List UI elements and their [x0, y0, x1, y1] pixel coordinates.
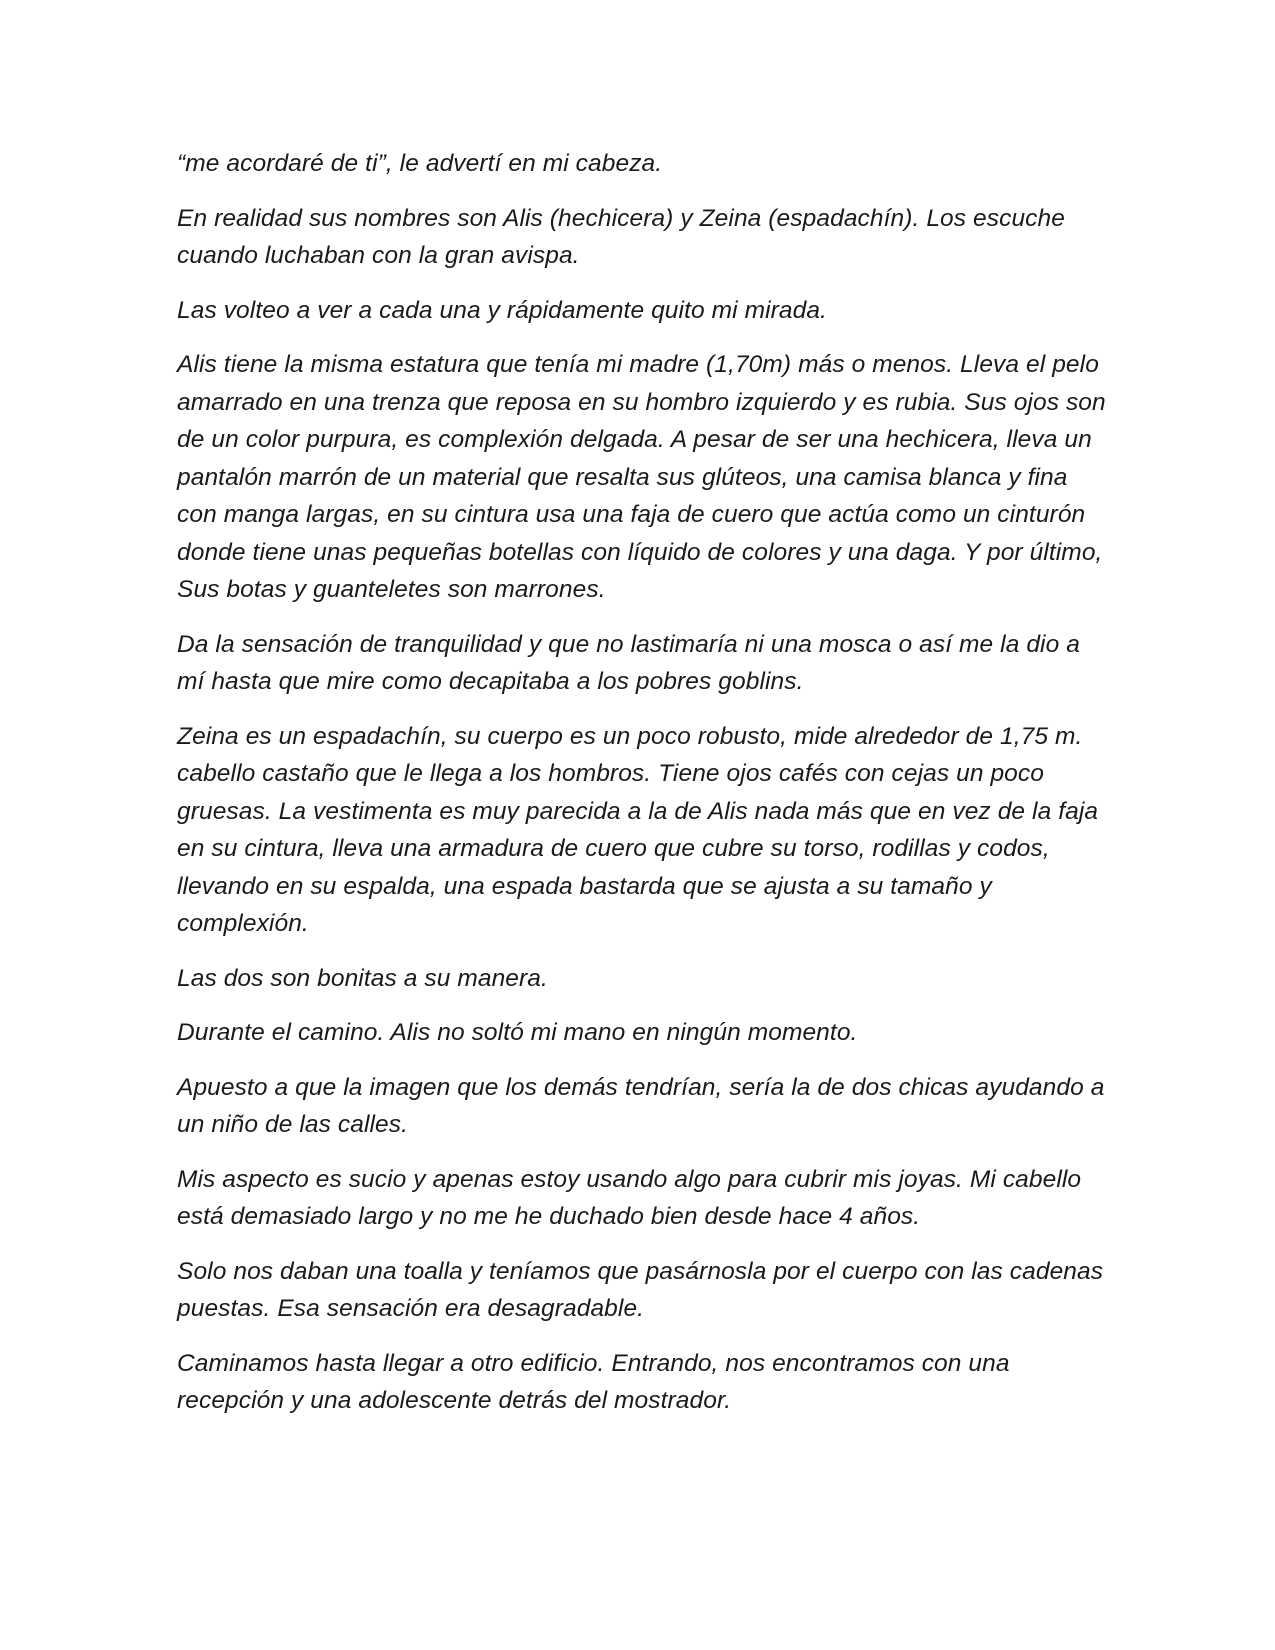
paragraph: Zeina es un espadachín, su cuerpo es un poco robusto, mide alrededor de 1,75 m. cabello castaño que le llega a los hombros. Tiene ojos cafés con cejas un poco gruesas. La vestimenta es muy parecida a la de Alis nada más que en vez de la faja en su cintura, lleva una armadura de cuero que cubre su torso, rodillas y codos, llevando en su espalda, una espada bastarda que se ajusta a su tamaño y complexión.	[177, 722, 1099, 937]
paragraph: Apuesto a que la imagen que los demás tendrían, sería la de dos chicas ayudando a un niño de las calles.	[177, 1073, 1105, 1138]
paragraph: Solo nos daban una toalla y teníamos que pasárnosla por el cuerpo con las cadenas puestas. Esa sensación era desagradable.	[177, 1257, 1104, 1322]
paragraph: Da la sensación de tranquilidad y que no lastimaría ni una mosca o así me la dio a mí hasta que mire como decapitaba a los pobres goblins.	[177, 630, 1080, 695]
paragraph: “me acordaré de ti”, le advertí en mi cabeza.	[177, 150, 663, 177]
paragraph: Mis aspecto es sucio y apenas estoy usando algo para cubrir mis joyas. Mi cabello está demasiado largo y no me he duchado bien desde hace 4 años.	[177, 1165, 1082, 1230]
paragraph: Las dos son bonitas a su manera.	[177, 964, 548, 992]
paragraph: Alis tiene la misma estatura que tenía mi madre (1,70m) más o menos. Lleva el pelo amarrado en una trenza que reposa en su hombro izquierdo y es rubia. Sus ojos son de un color purpura, es complexión delgada. A pesar de ser una hechicera, lleva un pantalón marrón de un material que resalta sus glúteos, una camisa blanca y fina con manga largas, en su cintura usa una faja de cuero que actúa como un cinturón donde tiene unas pequeñas botellas con líquido de colores y una daga. Y por último, Sus botas y guanteletes son marrones.	[177, 351, 1106, 603]
document-body	[177, 145, 1107, 1437]
paragraph: Durante el camino. Alis no soltó mi mano en ningún momento.	[177, 1019, 858, 1046]
paragraph: Caminamos hasta llegar a otro edificio. Entrando, nos encontramos con una recepción y una adolescente detrás del mostrador.	[177, 1349, 1010, 1414]
paragraph: En realidad sus nombres son Alis (hechicera) y Zeina (espadachín). Los escuche cuando luchaban con la gran avispa.	[177, 204, 1065, 269]
paragraph: Las volteo a ver a cada una y rápidamente quito mi mirada.	[177, 296, 827, 324]
